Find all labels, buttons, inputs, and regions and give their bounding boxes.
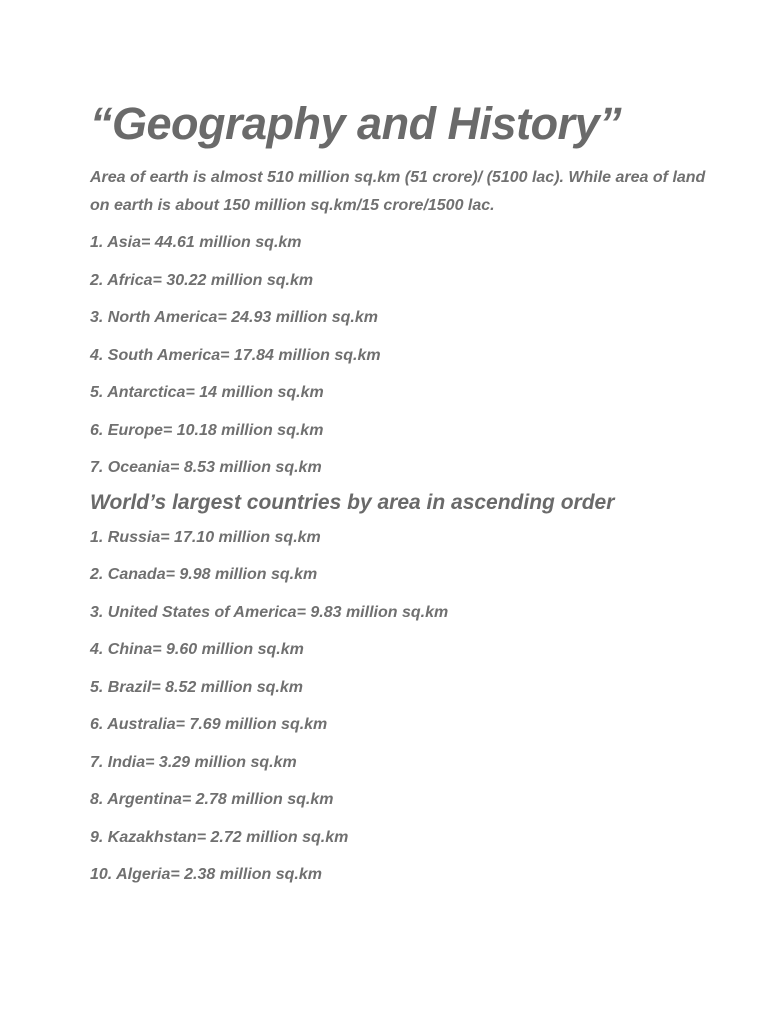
country-list [90, 527, 728, 902]
list-item: 8. Argentina= 2.78 million sq.km [90, 791, 334, 808]
list-item: 2. Africa= 30.22 million sq.km [90, 271, 314, 289]
list-item: 1. Asia= 44.61 million sq.km [90, 234, 302, 251]
list-item: 4. South America= 17.84 million sq.km [90, 346, 381, 364]
list-item: 7. India= 3.29 million sq.km [90, 753, 297, 771]
list-item: 5. Brazil= 8.52 million sq.km [90, 678, 303, 696]
list-item: 6. Europe= 10.18 million sq.km [90, 421, 324, 439]
section-heading: World’s largest countries by area in ascending order [90, 490, 615, 514]
list-item: 3. North America= 24.93 million sq.km [90, 309, 378, 326]
list-item: 10. Algeria= 2.38 million sq.km [90, 866, 322, 883]
list-item: 3. United States of America= 9.83 million sq.km [90, 603, 449, 621]
list-item: 2. Canada= 9.98 million sq.km [90, 566, 318, 583]
page-title: “Geography and History” [90, 98, 622, 149]
list-item: 5. Antarctica= 14 million sq.km [90, 384, 324, 401]
list-item: 1. Russia= 17.10 million sq.km [90, 528, 321, 546]
continent-list [90, 232, 728, 495]
list-item: 6. Australia= 7.69 million sq.km [90, 716, 328, 733]
list-item: 9. Kazakhstan= 2.72 million sq.km [90, 828, 349, 846]
list-item: 4. China= 9.60 million sq.km [90, 641, 304, 658]
intro-paragraph: Area of earth is almost 510 million sq.km (51 crore)/ (5100 lac). While area of land on earth is about 150 million sq.km/15 crore/1500 lac. [90, 169, 706, 214]
list-item: 7. Oceania= 8.53 million sq.km [90, 459, 322, 476]
